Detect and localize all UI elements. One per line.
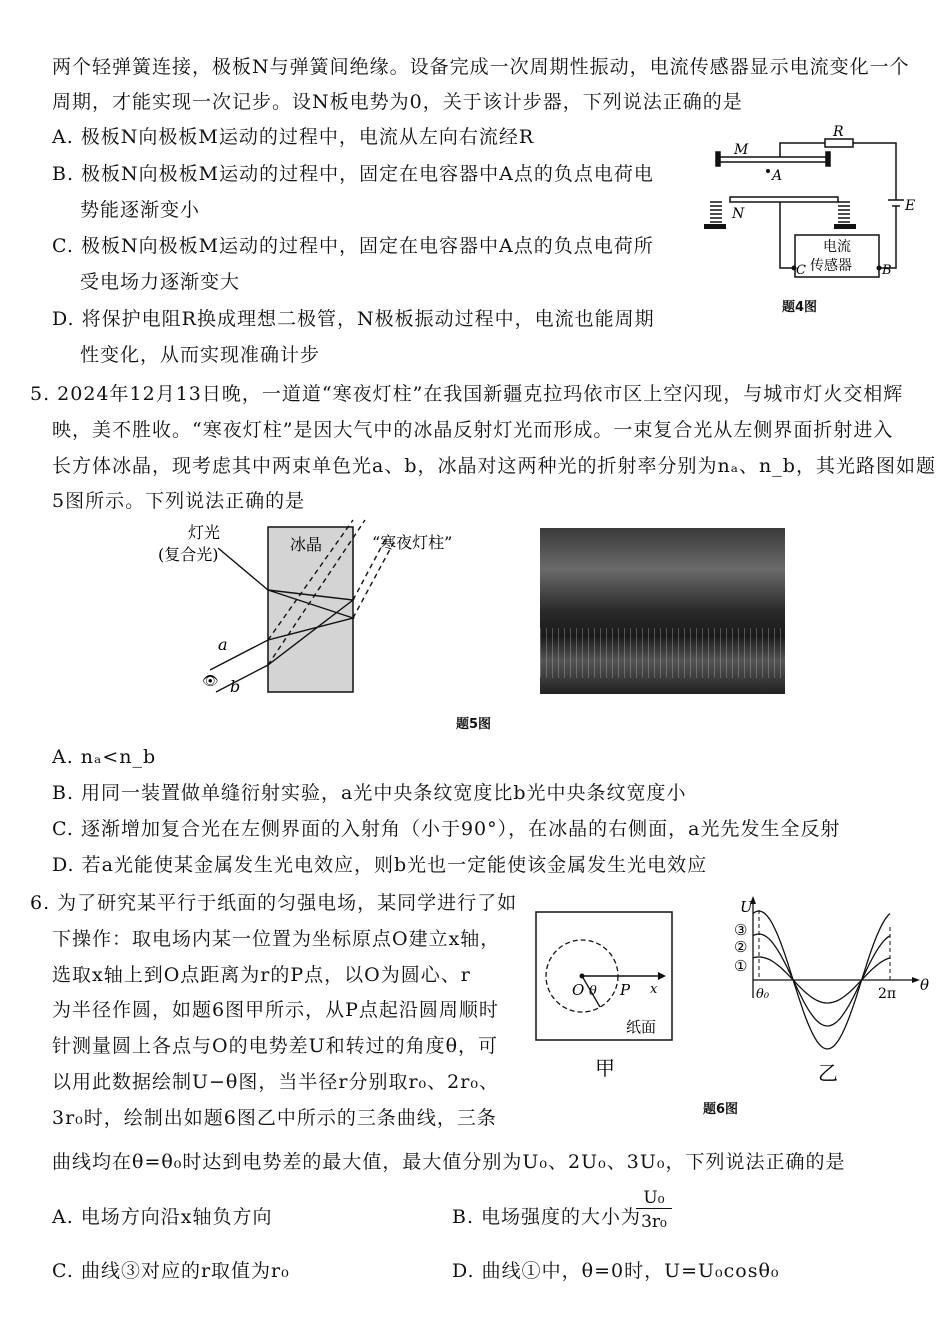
q6-option-b: B. 电场强度的大小为 <box>452 1206 642 1228</box>
label-a: A <box>772 168 783 184</box>
label-composite-light: (复合光) <box>158 545 219 564</box>
q5-text-line: 5图所示。下列说法正确的是 <box>52 490 306 512</box>
q5-option-d: D. 若a光能使某金属发生光电效应，则b光也一定能使该金属发生光电效应 <box>52 854 708 876</box>
label-curve-2: ② <box>734 938 748 956</box>
q4-text-line: 周期，才能实现一次记步。设N板电势为0，关于该计步器，下列说法正确的是 <box>52 91 743 113</box>
label-b: B <box>882 263 892 278</box>
label-2pi: 2π <box>878 986 897 1002</box>
light-pillar-photo <box>540 528 785 694</box>
q4-option-d-cont: 性变化，从而实现准确计步 <box>80 344 321 366</box>
sensor-label-1: 电流 <box>823 239 851 255</box>
fraction-numerator: U₀ <box>636 1188 672 1209</box>
q6-option-a: A. 电场方向沿x轴负方向 <box>52 1206 273 1228</box>
q5-option-a: A. nₐ<n_b <box>52 746 157 768</box>
q4-option-b: B. 极板N向极板M运动的过程中，固定在电容器中A点的负点电荷电 <box>52 163 654 185</box>
label-light: 灯光 <box>188 523 221 542</box>
q4-option-c-cont: 受电场力逐渐变大 <box>80 271 241 293</box>
q6-option-c: C. 曲线③对应的r取值为r₀ <box>52 1260 290 1282</box>
label-m: M <box>734 142 749 158</box>
label-curve-1: ① <box>734 957 748 975</box>
fraction-denominator: 3r₀ <box>641 1212 667 1232</box>
label-yi: 乙 <box>818 1061 838 1085</box>
label-u: U <box>740 898 753 916</box>
q4-option-a: A. 极板N向极板M运动的过程中，电流从左向右流经R <box>52 126 535 148</box>
q4-figure-caption: 题4图 <box>782 300 818 315</box>
q6-text-line: 6. 为了研究某平行于纸面的匀强电场，某同学进行了如 <box>30 892 518 914</box>
label-p: P <box>620 981 631 999</box>
label-ice-crystal: 冰晶 <box>290 535 323 554</box>
q6-text-line: 下操作：取电场内某一位置为坐标原点O建立x轴， <box>52 928 501 950</box>
q4-option-c: C. 极板N向极板M运动的过程中，固定在电容器中A点的负点电荷所 <box>52 235 654 257</box>
q6-text-line: 曲线均在θ=θ₀时达到电势差的最大值，最大值分别为U₀、2U₀、3U₀，下列说法正确的是 <box>52 1151 846 1173</box>
label-o: O <box>572 981 585 999</box>
label-r: R <box>833 124 844 140</box>
label-curve-3: ③ <box>734 921 748 939</box>
label-light-pillar: “寒夜灯柱” <box>372 533 453 552</box>
q6-figure-caption: 题6图 <box>703 1102 739 1117</box>
eye-icon: 👁 <box>202 674 219 689</box>
q6-text-line: 3r₀时，绘制出如题6图乙中所示的三条曲线，三条 <box>52 1107 497 1129</box>
q5-option-b: B. 用同一装置做单缝衍射实验，a光中央条纹宽度比b光中央条纹宽度小 <box>52 782 687 804</box>
label-n: N <box>732 206 745 222</box>
label-theta0: θ₀ <box>756 987 770 1002</box>
q4-circuit-figure <box>690 120 930 280</box>
q5-light-path-figure <box>150 520 490 700</box>
q6-text-line: 为半径作圆，如题6图甲所示，从P点起沿圆周顺时 <box>52 999 499 1021</box>
q5-figure-caption: 题5图 <box>456 717 492 732</box>
label-x: x <box>650 982 658 997</box>
label-theta-axis: θ <box>920 976 930 994</box>
q6-text-line: 选取x轴上到O点距离为r的P点，以O为圆心、r <box>52 964 471 986</box>
label-c: C <box>796 263 806 278</box>
sensor-label-2: 传感器 <box>810 258 852 274</box>
label-b: b <box>230 677 241 696</box>
q5-text-line: 映，美不胜收。“寒夜灯柱”是因大气中的冰晶反射灯光而形成。一束复合光从左侧界面折射进入 <box>52 419 894 441</box>
q4-option-b-cont: 势能逐渐变小 <box>80 199 201 221</box>
label-jia: 甲 <box>595 1056 615 1080</box>
q6-figure-jia <box>530 905 690 1085</box>
q6-text-line: 针测量圆上各点与O的电势差U和转过的角度θ，可 <box>52 1035 499 1057</box>
label-theta: θ <box>589 984 597 999</box>
q6-option-d: D. 曲线①中，θ=0时，U=U₀cosθ₀ <box>452 1260 780 1282</box>
label-e: E <box>905 198 916 214</box>
q6-text-line: 以用此数据绘制U−θ图，当半径r分别取r₀、2r₀、 <box>52 1071 499 1093</box>
q6-figure-yi <box>728 890 928 1090</box>
q5-text-line: 长方体冰晶，现考虑其中两束单色光a、b，冰晶对这两种光的折射率分别为nₐ、n_b，其光路图如题 <box>52 455 936 477</box>
label-paper: 纸面 <box>626 1018 657 1036</box>
q4-text-line: 两个轻弹簧连接，极板N与弹簧间绝缘。设备完成一次周期性振动，电流传感器显示电流变化一个 <box>52 56 910 78</box>
q4-option-d: D. 将保护电阻R换成理想二极管，N极板振动过程中，电流也能周期 <box>52 308 655 330</box>
q5-option-c: C. 逐渐增加复合光在左侧界面的入射角（小于90°），在冰晶的右侧面，a光先发生全反射 <box>52 818 841 840</box>
q5-text-line: 5. 2024年12月13日晚，一道道“寒夜灯柱”在我国新疆克拉玛依市区上空闪现，与城市灯火交相辉 <box>30 383 904 405</box>
label-a: a <box>218 635 228 654</box>
